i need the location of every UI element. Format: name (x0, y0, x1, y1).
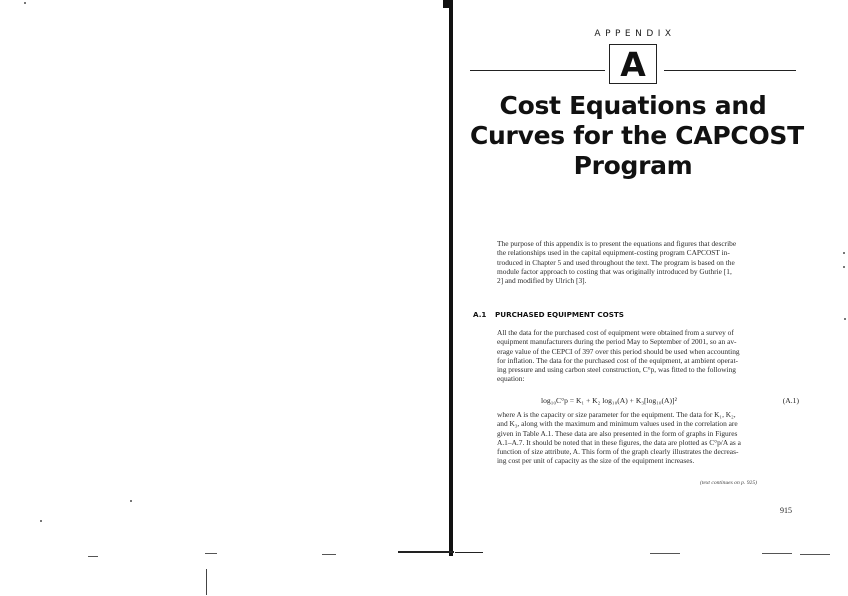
book-gutter-top (443, 0, 453, 8)
scan-fragment (762, 553, 792, 554)
scan-fragment (800, 554, 830, 555)
scan-dust (24, 2, 26, 4)
text-line: 2] and modified by Ulrich [3]. (497, 276, 587, 286)
scan-dust (844, 318, 846, 320)
scan-fragment (88, 556, 98, 557)
equation-a1 (541, 396, 799, 405)
scan-fragment (205, 553, 217, 554)
chapter-title (470, 91, 804, 181)
text-line: the relationships used in the capital equipment-costing program CAPCOST in- (497, 248, 730, 258)
text-line: The purpose of this appendix is to present the equations and figures that describe (497, 239, 737, 248)
chapter-title-line: Curves for the CAPCOST (470, 121, 804, 150)
equation-body: log₁₀C°p = K₁ + K₂ log₁₀(A) + K₃[log₁₀(A)]² (541, 396, 677, 405)
scan-edge-line (455, 552, 483, 553)
text-line: A.1–A.7. It should be noted that in these figures, the data are plotted as C°p/A as a (497, 437, 741, 447)
section-title: PURCHASED EQUIPMENT COSTS (495, 310, 624, 319)
text-line: given in Table A.1. These data are also presented in the form of graphs in Figures (497, 428, 738, 438)
book-gutter-shadow (449, 0, 453, 556)
appendix-letter: A (609, 44, 657, 84)
intro-paragraph (497, 239, 797, 285)
body-paragraph (497, 328, 797, 384)
scan-edge-line (398, 551, 454, 553)
chapter-title-line: Cost Equations and (499, 91, 767, 120)
appendix-label: APPENDIX (594, 29, 676, 39)
text-line: for inflation. The data for the purchased cost of the equipment, at ambient operat- (497, 355, 739, 365)
text-line: equation: (497, 374, 525, 384)
text-line: All the data for the purchased cost of equipment were obtained from a survey of (497, 328, 734, 337)
text-line: module factor approach to costing that was originally introduced by Guthrie [1, (497, 266, 732, 276)
scan-fragment (322, 554, 336, 555)
text-line: function of size attribute, A. This form of the graph clearly illustrates the decreas- (497, 447, 739, 457)
text-line: and K₃, along with the maximum and minimum values used in the correlation are (497, 419, 738, 429)
scan-dust (130, 500, 132, 502)
scan-fragment (206, 569, 207, 595)
scan-fragment (650, 553, 680, 554)
section-number: A.1 (473, 310, 487, 319)
scan-dust (843, 252, 845, 254)
scan-dust (40, 520, 42, 522)
continued-note: (text continues on p. 925) (700, 480, 758, 486)
text-line: troduced in Chapter 5 and used throughout the text. The program is based on the (497, 257, 735, 267)
header-rule-right (664, 70, 796, 71)
section-heading (473, 310, 624, 319)
text-line: where A is the capacity or size parameter for the equipment. The data for K₁, K₂, (497, 410, 736, 419)
header-rule-left (470, 70, 605, 71)
text-line: ing pressure and using carbon steel construction, C°p, was fitted to the following (497, 365, 736, 375)
text-line: ing cost per unit of capacity as the size of the equipment increases. (497, 456, 695, 466)
text-line: erage value of the CEPCI of 397 over this period should be used when accounting (497, 346, 740, 356)
chapter-title-line: Program (573, 151, 693, 180)
body-paragraph (497, 410, 797, 466)
page-number: 915 (780, 506, 792, 515)
text-line: equipment manufacturers during the period May to September of 2001, so an av- (497, 337, 737, 347)
equation-number: (A.1) (782, 396, 799, 405)
scan-dust (843, 266, 845, 268)
